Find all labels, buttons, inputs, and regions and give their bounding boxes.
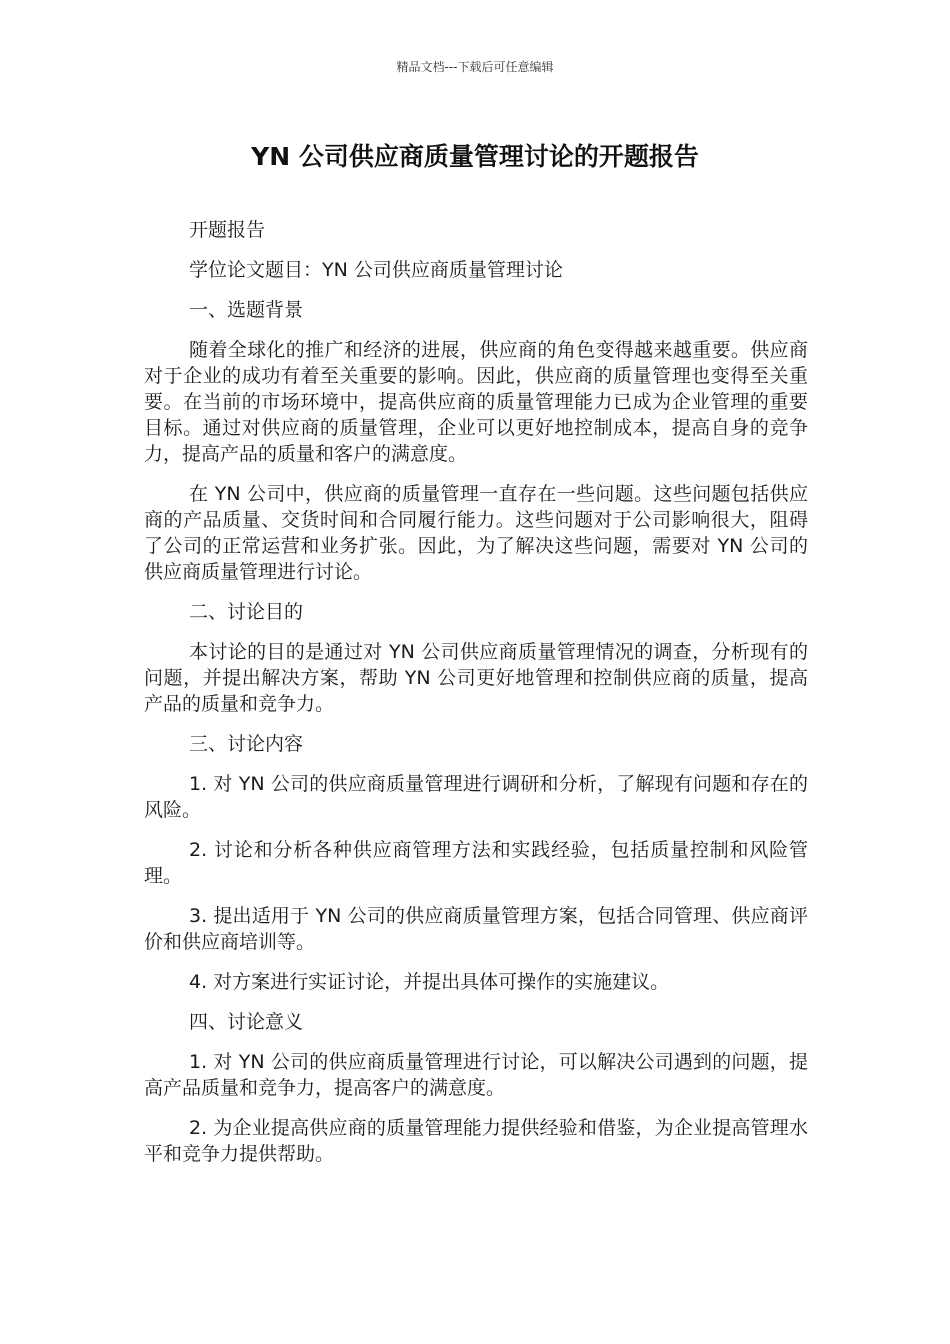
paragraph-background-2: 在 YN 公司中，供应商的质量管理一直存在一些问题。这些问题包括供应商的产品质量、交货时间和合同履行能力。这些问题对于公司影响很大，阻碍了公司的正常运营和业务扩张。因此，为了解决这些问题，需要对 YN 公司的供应商质量管理进行讨论。 — [144, 483, 808, 583]
heading-significance: 四、讨论意义 — [189, 1011, 304, 1033]
heading-content: 三、讨论内容 — [189, 733, 304, 755]
heading-background: 一、选题背景 — [189, 299, 304, 321]
section-label-report: 开题报告 — [189, 219, 266, 241]
content-item-2: 2. 讨论和分析各种供应商管理方法和实践经验，包括质量控制和风险管理。 — [144, 839, 808, 887]
significance-item-1: 1. 对 YN 公司的供应商质量管理进行讨论，可以解决公司遇到的问题，提高产品质量和竞争力，提高客户的满意度。 — [144, 1051, 808, 1099]
heading-purpose: 二、讨论目的 — [189, 601, 304, 623]
document-title: YN 公司供应商质量管理讨论的开题报告 — [251, 142, 699, 171]
paragraph-background-1: 随着全球化的推广和经济的进展，供应商的角色变得越来越重要。供应商对于企业的成功有着至关重要的影响。因此，供应商的质量管理也变得至关重要。在当前的市场环境中，提高供应商的质量管理能力已成为企业管理的重要目标。通过对供应商的质量管理，企业可以更好地控制成本，提高自身的竞争力，提高产品的质量和客户的满意度。 — [144, 339, 808, 465]
content-item-1: 1. 对 YN 公司的供应商质量管理进行调研和分析，了解现有问题和存在的风险。 — [144, 773, 808, 821]
significance-item-2: 2. 为企业提高供应商的质量管理能力提供经验和借鉴，为企业提高管理水平和竞争力提供帮助。 — [144, 1117, 808, 1165]
content-item-4: 4. 对方案进行实证讨论，并提出具体可操作的实施建议。 — [189, 971, 670, 993]
thesis-title-line: 学位论文题目：YN 公司供应商质量管理讨论 — [189, 259, 563, 281]
document-body — [144, 217, 808, 1181]
page-header: 精品文档---下载后可任意编辑 — [396, 60, 554, 74]
content-item-3: 3. 提出适用于 YN 公司的供应商质量管理方案，包括合同管理、供应商评价和供应商培训等。 — [144, 905, 808, 953]
paragraph-purpose: 本讨论的目的是通过对 YN 公司供应商质量管理情况的调查，分析现有的问题，并提出解决方案，帮助 YN 公司更好地管理和控制供应商的质量，提高产品的质量和竞争力。 — [144, 641, 808, 715]
